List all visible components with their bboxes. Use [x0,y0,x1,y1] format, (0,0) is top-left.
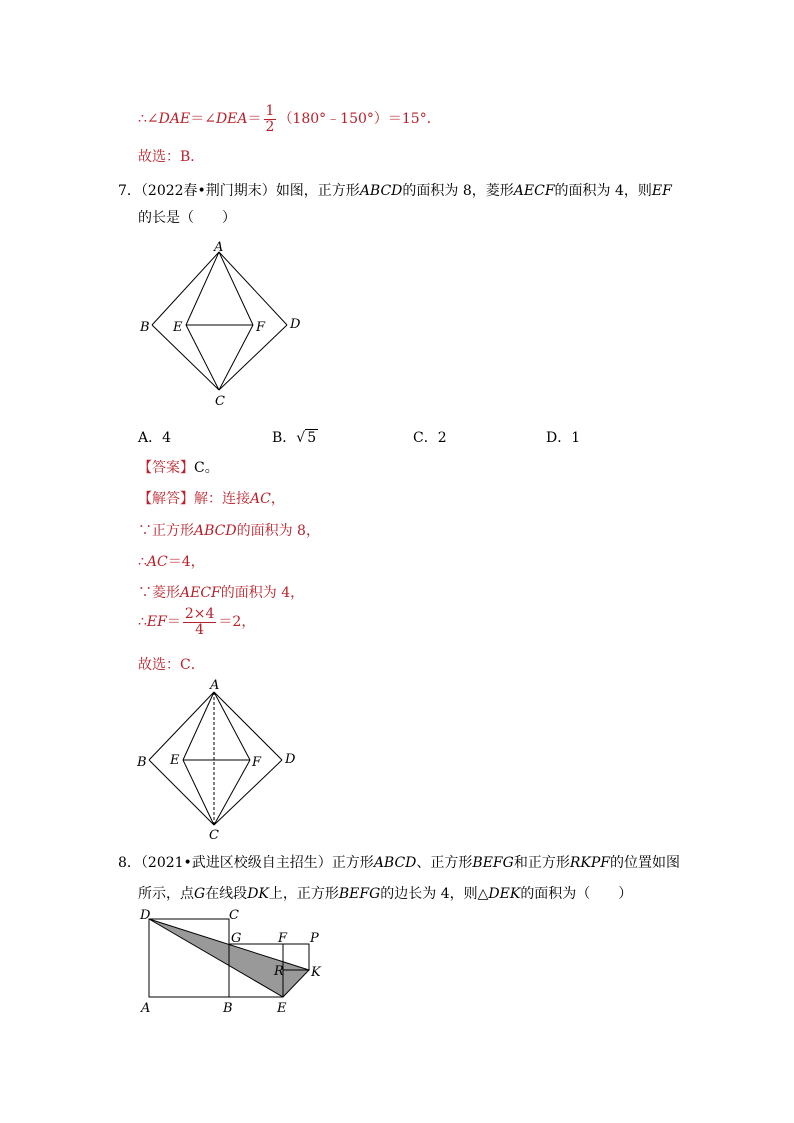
edge-dc [219,325,287,390]
text: 的长是（ ） [138,210,236,226]
equals: ＝ [190,111,205,128]
edge-ec [183,760,214,825]
choose-text: 故选：B． [138,149,205,165]
q8-stem-line1 [118,852,680,872]
option-letter: C． [413,430,438,446]
edge-bc [152,325,219,390]
q8-source: （2021•武进区校级自主招生） [140,855,332,871]
equals: ＝ [247,111,262,128]
edge-dc [214,760,282,825]
edge-ab [149,692,214,760]
label-g: G [231,931,242,946]
label-b: B [223,1001,233,1016]
text: ， [270,491,285,507]
text: 所示，点 [138,886,194,902]
text: 在线段 [205,886,248,902]
denominator: 4 [195,621,205,638]
label-p: P [310,931,319,946]
q7-option-b [272,427,318,447]
angle-calc: （180°﹣150°）＝15°． [278,111,441,128]
label-d: D [290,317,301,332]
label-b: B [137,755,147,770]
text: ＝4， [167,554,205,570]
label-d: D [285,752,296,767]
label-e: E [173,320,183,335]
q7-analysis-intro [138,488,285,508]
label-f: F [252,755,262,770]
prev-solution-line [138,104,441,134]
label-c: C [215,394,225,409]
option-letter: B． [272,430,297,446]
angle-dea: ∠DEA [204,111,248,128]
rhombus-name: AECF [513,183,555,199]
option-value: 4 [162,430,172,446]
edge-fc [214,760,250,825]
text: 的面积为 4，则 [554,183,652,199]
fraction [183,607,217,637]
q7-step4 [138,607,255,637]
edge-ae [183,692,214,760]
answer-tag: 【答案】 [138,460,194,476]
label-a: A [214,240,224,255]
therefore-symbol: ∴ [138,111,147,128]
edge-fc [219,325,253,390]
edge-af [214,692,250,760]
text: 解：连接 [194,491,250,507]
q7-figure [135,240,315,410]
text: 的面积为 8，菱形 [402,183,514,199]
q7-source: （2022春•荆门期末） [140,183,276,199]
label-e: E [277,1001,287,1016]
text: 的面积为 4， [220,585,305,601]
q7-stem-line2 [138,207,236,227]
q7-option-a [138,427,171,447]
label-f: F [256,320,266,335]
q7-step1 [138,520,320,540]
label-c: C [209,828,219,843]
label-e: E [170,753,180,768]
q7-step3 [138,582,304,602]
text: 菱形 [152,585,180,601]
option-letter: A． [138,430,163,446]
segment-ac: AC [250,491,271,507]
square-name: BEFG [472,855,514,871]
choose-text: 故选：C． [138,657,205,673]
label-d: D [140,908,151,923]
therefore-symbol: ∴ [138,614,147,631]
q8-figure [135,905,335,1020]
edge-ad [219,252,287,325]
q8-stem-line2 [138,883,632,903]
label-c: C [229,908,239,923]
numerator: 2×4 [184,606,215,622]
q7-option-d [546,427,580,447]
because-symbol: ∵ [138,585,152,601]
text: 和正方形 [513,855,570,871]
text: 、正方形 [416,855,473,871]
rhombus-name: AECF [180,585,221,601]
text: 如图，正方形 [275,183,360,199]
edge-ab [152,252,219,325]
label-f: F [278,931,288,946]
text: 的位置如图 [609,855,680,871]
edge-bc [149,760,214,825]
q8-number: 8． [118,855,141,871]
text: 的面积为（ ） [520,886,633,902]
therefore-symbol: ∴ [138,554,147,570]
text: 的边长为 4，则△ [380,886,489,902]
segment-ef: EF [146,614,167,631]
segment-dk: DK [247,886,269,902]
q7-option-c [413,427,447,447]
label-a: A [210,678,220,693]
option-value: 1 [571,430,581,446]
option-value: 5 [307,430,317,446]
label-b: B [140,320,150,335]
square-name: RKPF [569,855,610,871]
equals: ＝ [166,614,181,631]
answer-value: C。 [194,460,219,476]
sqrt-icon: √ 5 [296,430,317,446]
square-name: ABCD [359,183,403,199]
prev-choose [138,146,204,166]
square-name: ABCD [194,523,237,539]
numerator: 1 [265,103,275,119]
q7-answer [138,457,219,477]
edge-ad [214,692,282,760]
text: 的面积为 8， [236,523,320,539]
segment-ac: AC [146,554,168,570]
q7-number: 7． [118,183,141,199]
edge-af [219,252,253,325]
label-k: K [311,965,321,980]
square-name: BEFG [338,886,381,902]
q7-solution-figure [132,675,312,845]
point-g: G [194,886,206,902]
segment-ef: EF [651,183,672,199]
edge-ae [186,252,219,325]
analysis-tag: 【解答】 [138,491,194,507]
edge-ec [186,325,219,390]
q7-choose [138,654,205,674]
text: ＝2， [218,614,256,631]
option-value: 2 [437,430,447,446]
q7-stem-line1 [118,180,672,200]
text: 正方形 [331,855,374,871]
angle-dae: ∠DAE [146,111,191,128]
label-r: R [274,964,284,979]
triangle-name: DEK [488,886,521,902]
square-name: ABCD [373,855,417,871]
text: 正方形 [152,523,194,539]
label-a: A [141,1001,151,1016]
text: 上，正方形 [268,886,339,902]
q7-step2 [138,551,205,571]
denominator: 2 [265,118,275,135]
fraction-half [264,104,277,134]
option-letter: D． [546,430,572,446]
because-symbol: ∵ [138,523,152,539]
